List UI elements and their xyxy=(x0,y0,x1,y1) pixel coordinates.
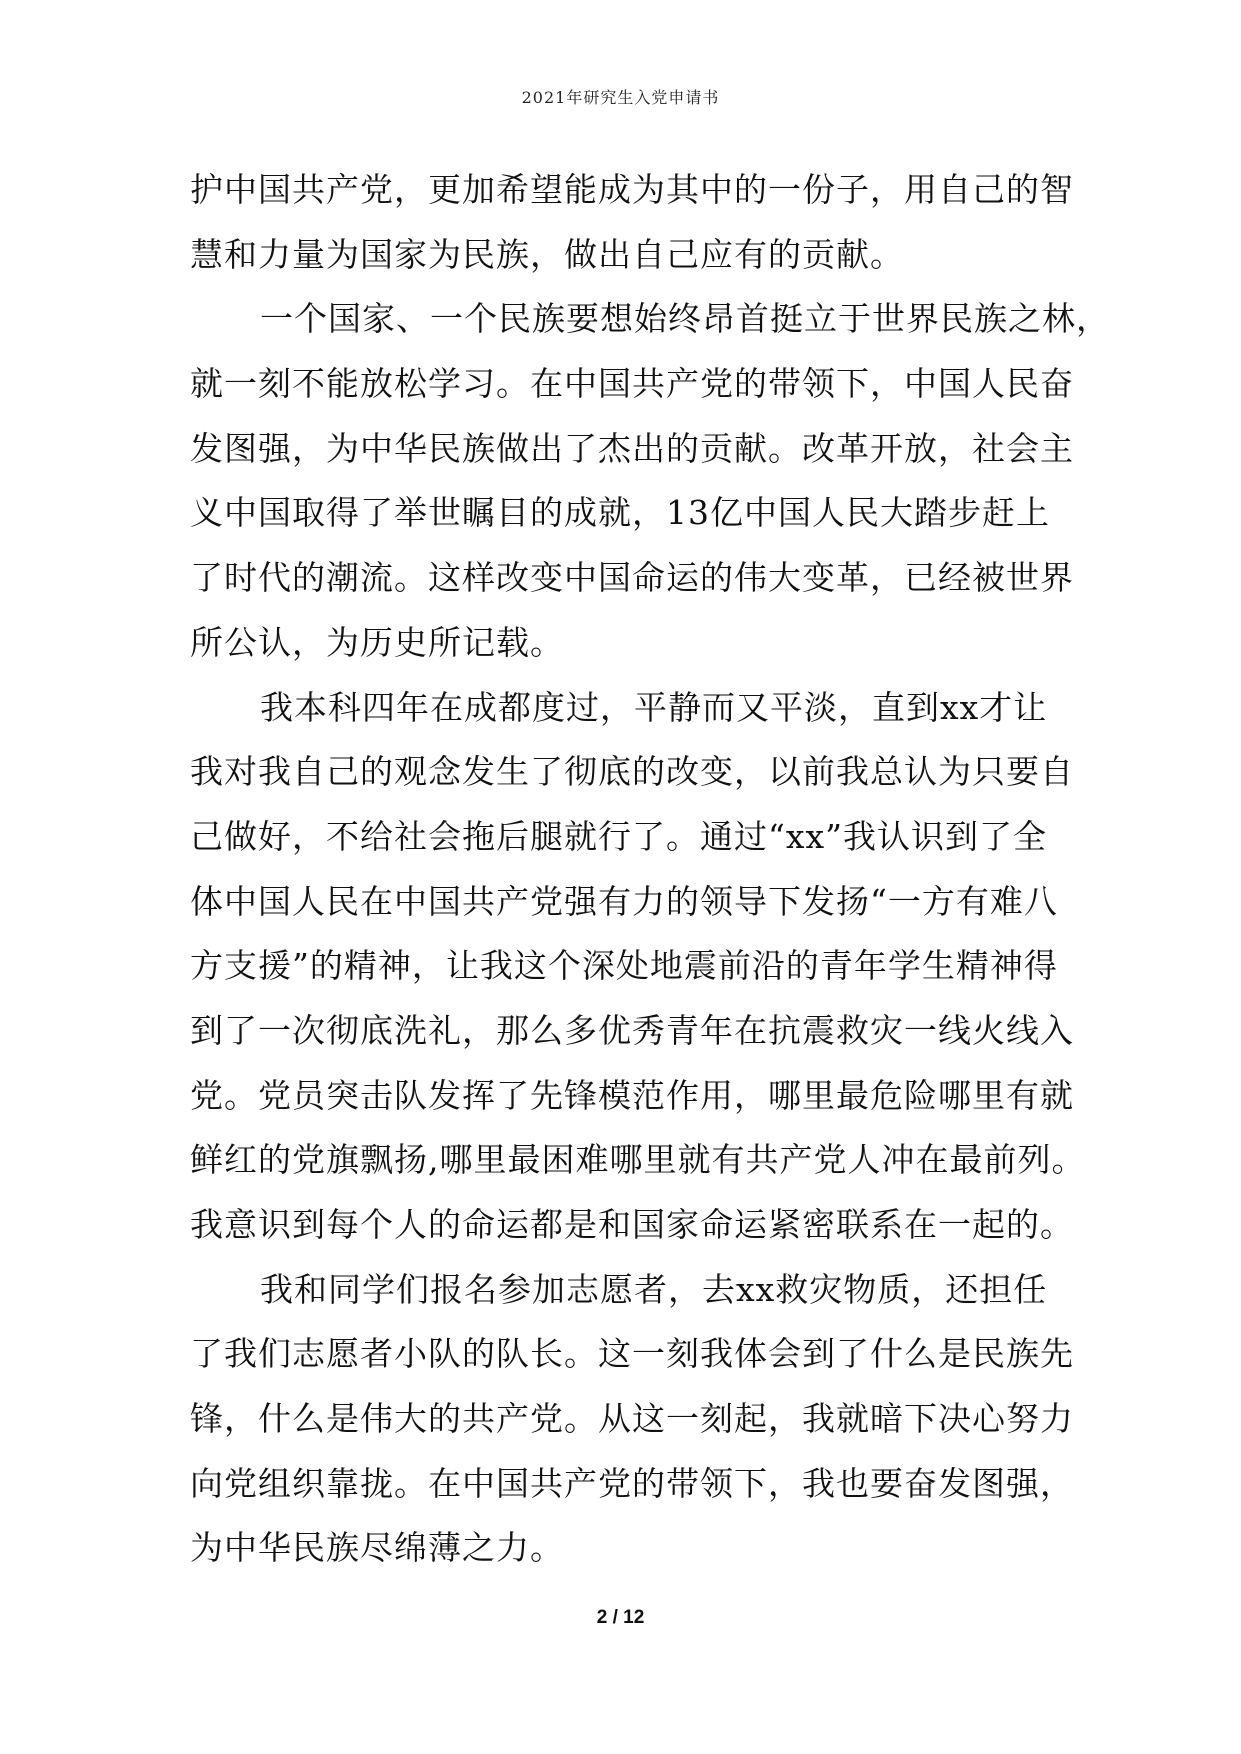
text-line: 义中国取得了举世瞩目的成就，13亿中国人民大踏步赶上 xyxy=(190,493,1050,533)
text-line: 一个国家、一个民族要想始终昂首挺立于世界民族之林， xyxy=(260,299,1110,339)
text-line: 到了一次彻底洗礼，那么多优秀青年在抗震救灾一线火线入 xyxy=(190,1010,1074,1050)
page-header-title: 2021年研究生入党申请书 xyxy=(521,88,720,107)
text-line: 了我们志愿者小队的队长。这一刻我体会到了什么是民族先 xyxy=(190,1334,1074,1374)
text-line: 向党组织靠拢。在中国共产党的带领下，我也要奋发图强， xyxy=(190,1463,1074,1503)
text-line: 方支援”的精神，让我这个深处地震前沿的青年学生精神得 xyxy=(190,946,1058,986)
text-line: 我本科四年在成都度过，平静而又平淡，直到xx才让 xyxy=(260,687,1048,727)
text-line: 我和同学们报名参加志愿者，去xx救灾物质，还担任 xyxy=(260,1269,1048,1309)
page-number: 2 / 12 xyxy=(596,1607,645,1628)
text-line: 为中华民族尽绵薄之力。 xyxy=(190,1528,564,1568)
text-line: 发图强，为中华民族做出了杰出的贡献。改革开放，社会主 xyxy=(190,428,1074,468)
text-line: 护中国共产党，更加希望能成为其中的一份子，用自己的智 xyxy=(190,170,1074,209)
text-line: 了时代的潮流。这样改变中国命运的伟大变革，已经被世界 xyxy=(190,558,1074,598)
text-line: 党。党员突击队发挥了先锋模范作用，哪里最危险哪里有就 xyxy=(190,1075,1074,1115)
text-line: 就一刻不能放松学习。在中国共产党的带领下，中国人民奋 xyxy=(190,364,1074,404)
text-line: 己做好，不给社会拖后腿就行了。通过“xx”我认识到了全 xyxy=(190,816,1047,856)
text-line: 锋，什么是伟大的共产党。从这一刻起，我就暗下决心努力 xyxy=(190,1399,1074,1439)
text-line: 体中国人民在中国共产党强有力的领导下发扬“一方有难八 xyxy=(190,881,1058,921)
text-line: 鲜红的党旗飘扬,哪里最困难哪里就有共产党人冲在最前列。 xyxy=(190,1140,1086,1180)
text-line: 我对我自己的观念发生了彻底的改变，以前我总认为只要自 xyxy=(190,752,1074,792)
document-body xyxy=(190,158,1110,1581)
text-line: 所公认，为历史所记载。 xyxy=(190,622,564,662)
text-line: 我意识到每个人的命运都是和国家命运紧密联系在一起的。 xyxy=(190,1205,1074,1244)
text-line: 慧和力量为国家为民族，做出自己应有的贡献。 xyxy=(190,234,904,274)
